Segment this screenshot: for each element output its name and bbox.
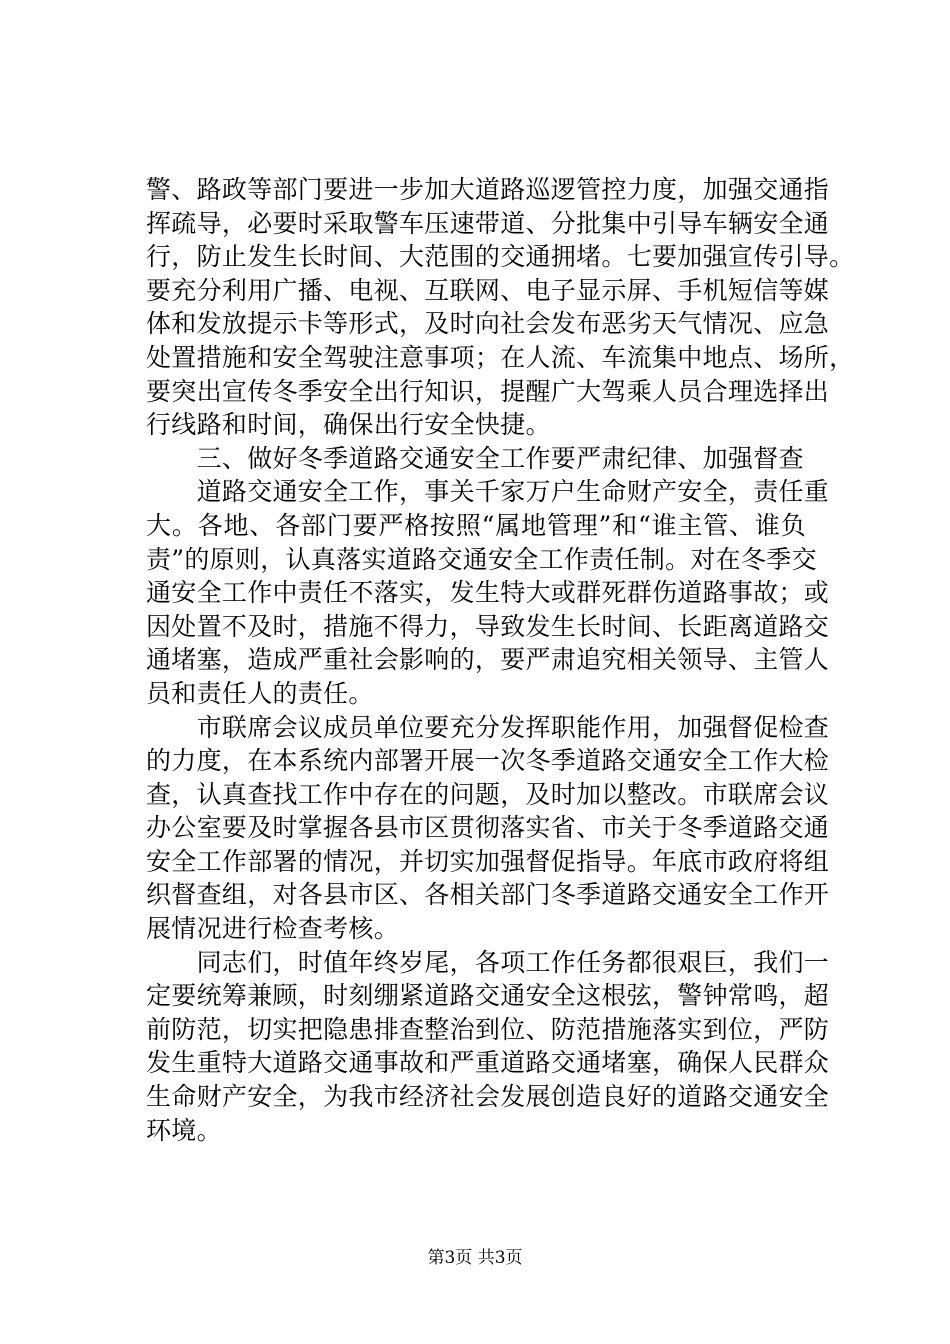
text-line: 警、路政等部门要进一步加大道路巡逻管控力度，加强交通指 [146,175,830,204]
text-line: 大。各地、各部门要严格按照“属地管理”和“谁主管、谁负 [146,510,806,540]
text-line: 通安全工作中责任不落实，发生特大或群死群伤道路事故；或 [146,578,830,608]
text-line: 处置措施和安全驾驶注意事项；在人流、车流集中地点、场所， [146,342,855,372]
text-line: 要突出宣传冬季安全出行知识，提醒广大驾乘人员合理选择出 [146,376,830,406]
text-line: 责”的原则，认真落实道路交通安全工作责任制。对在冬季交 [146,544,817,574]
text-line: 员和责任人的责任。 [146,678,374,708]
text-line: 因处置不及时，措施不得力，导致发生长时间、长距离道路交 [146,611,830,641]
text-line: 安全工作部署的情况，并切实加强督促指导。年底市政府将组 [146,846,830,876]
text-line: 三、做好冬季道路交通安全工作要严肃纪律、加强督查 [146,443,804,473]
text-line: 同志们，时值年终岁尾，各项工作任务都很艰巨，我们一 [146,947,830,977]
text-line: 行，防止发生长时间、大范围的交通拥堵。七要加强宣传引导。 [146,242,855,272]
text-line: 办公室要及时掌握各县市区贯彻落实省、市关于冬季道路交通 [146,813,830,843]
text-line: 环境。 [146,1115,222,1145]
text-line: 前防范，切实把隐患排查整治到位、防范措施落实到位，严防 [146,1014,830,1044]
text-line: 展情况进行检查考核。 [146,914,400,944]
text-line: 体和发放提示卡等形式，及时向社会发布恶劣天气情况、应急 [146,309,830,339]
text-line: 挥疏导，必要时采取警车压速带道、分批集中引导车辆安全通 [146,208,830,238]
page-number-footer: 第3页 共3页 [427,1248,523,1268]
text-line: 定要统筹兼顾，时刻绷紧道路交通安全这根弦，警钟常鸣，超 [146,981,830,1011]
text-line: 市联席会议成员单位要充分发挥职能作用，加强督促检查 [146,712,830,742]
document-body [146,173,855,1147]
text-line: 生命财产安全，为我市经济社会发展创造良好的道路交通安全 [146,1082,830,1112]
text-line: 织督查组，对各县市区、各相关部门冬季道路交通安全工作开 [146,880,830,910]
text-line: 查，认真查找工作中存在的问题，及时加以整改。市联席会议 [146,779,830,809]
text-line: 要充分利用广播、电视、互联网、电子显示屏、手机短信等媒 [146,275,830,305]
text-line: 通堵塞，造成严重社会影响的，要严肃追究相关领导、主管人 [146,645,830,675]
text-line: 发生重特大道路交通事故和严重道路交通堵塞，确保人民群众 [146,1048,830,1078]
text-line: 的力度，在本系统内部署开展一次冬季道路交通安全工作大检 [146,746,830,776]
text-line: 道路交通安全工作，事关千家万户生命财产安全，责任重 [146,477,830,507]
text-line: 行线路和时间，确保出行安全快捷。 [146,410,551,440]
